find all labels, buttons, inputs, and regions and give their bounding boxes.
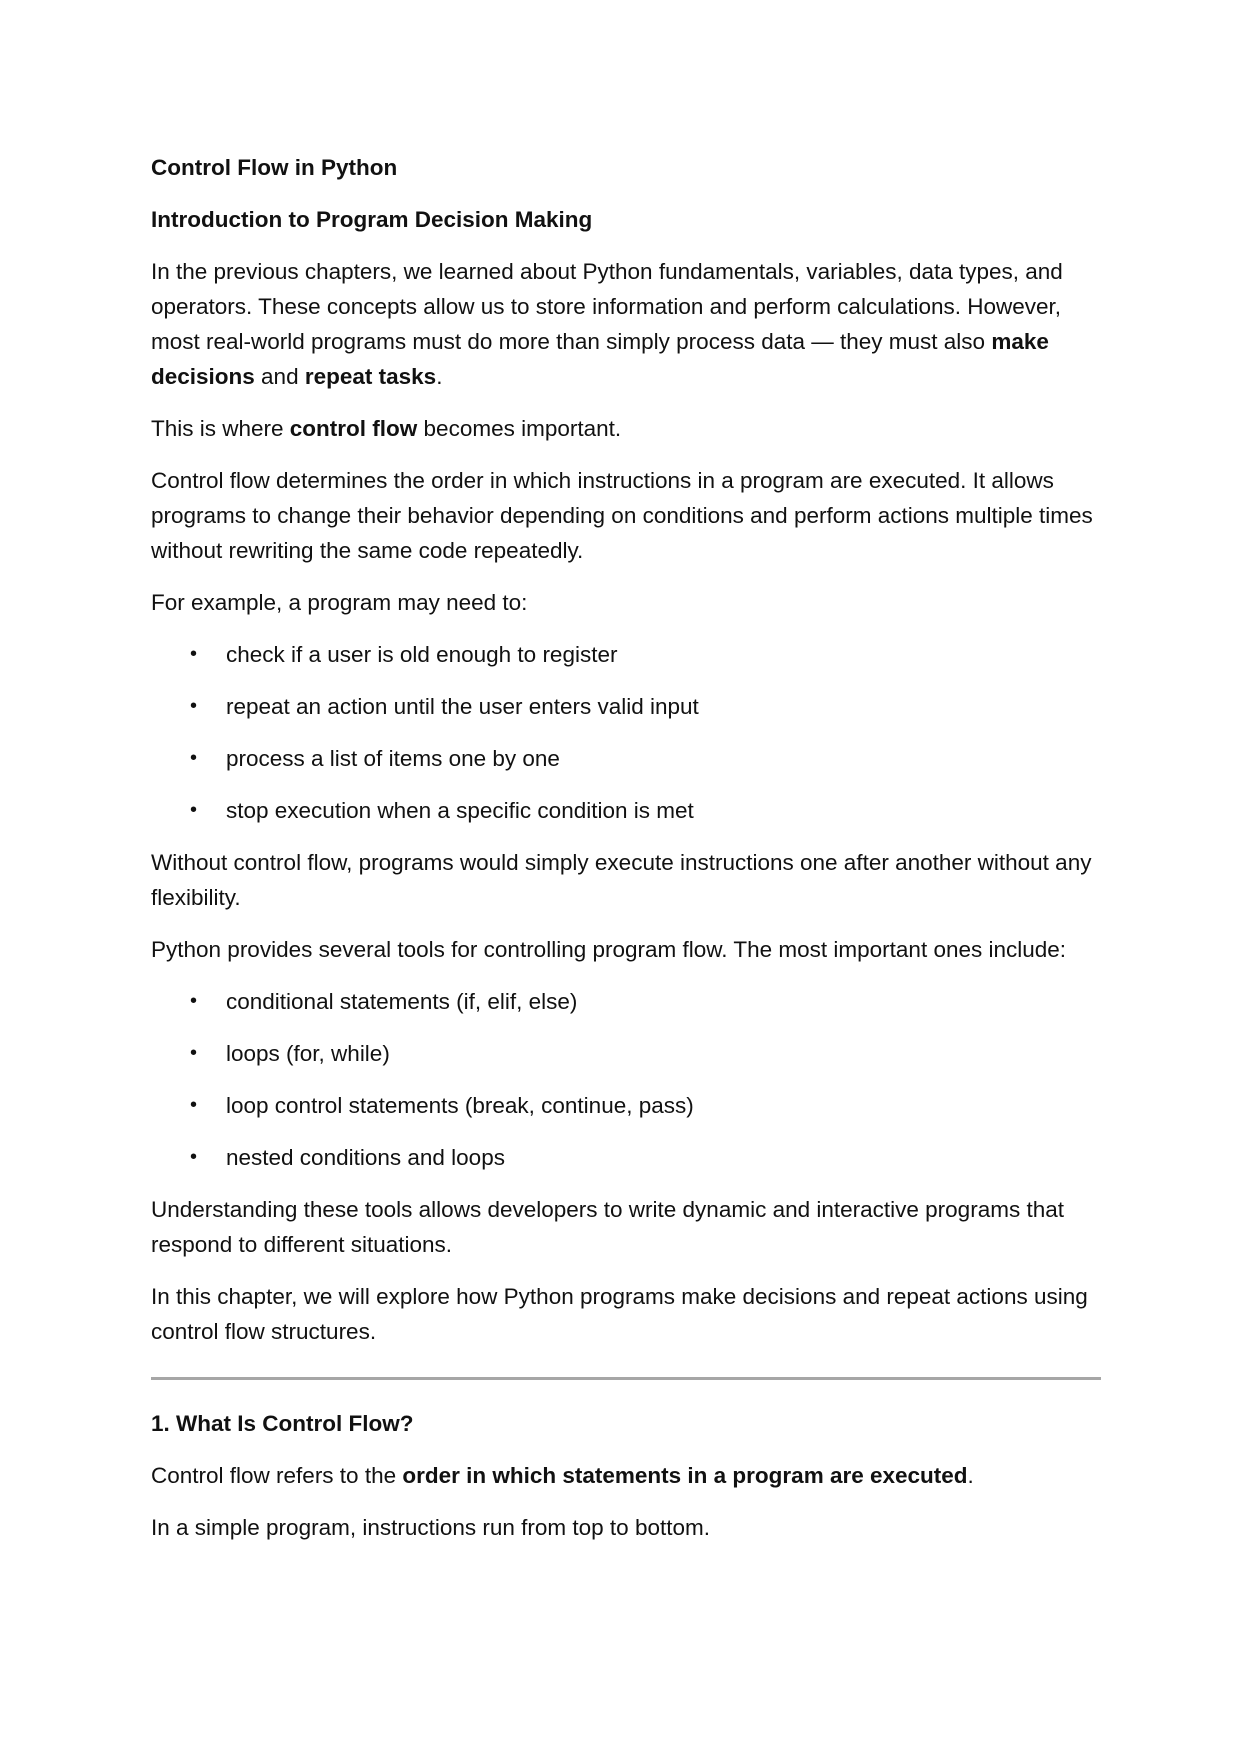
section-1-p1-bold: order in which statements in a program are executed bbox=[402, 1463, 968, 1488]
intro-paragraph-1 bbox=[151, 254, 1101, 394]
bullet-icon: • bbox=[190, 1146, 198, 1168]
list-item-text: process a list of items one by one bbox=[226, 746, 560, 771]
section-1-paragraph-1 bbox=[151, 1458, 1101, 1493]
list-item bbox=[151, 984, 1101, 1019]
section-1-heading: 1. What Is Control Flow? bbox=[151, 1411, 414, 1436]
section-1-p1-text-c: . bbox=[967, 1463, 974, 1488]
list-item bbox=[151, 1088, 1101, 1123]
intro-p1-text-c: and bbox=[254, 364, 305, 389]
section-1-p1-text-a: Control flow refers to the bbox=[151, 1463, 403, 1488]
intro-p2-bold-control-flow: control flow bbox=[289, 416, 418, 441]
intro-p2-text-a: This is where bbox=[151, 416, 290, 441]
list-item-text: loops (for, while) bbox=[226, 1041, 390, 1066]
list-item bbox=[151, 793, 1101, 828]
tools-list bbox=[151, 984, 1101, 1175]
bullet-icon: • bbox=[190, 1042, 198, 1064]
intro-p1-bold-repeat-tasks: repeat tasks bbox=[304, 364, 437, 389]
list-item bbox=[151, 689, 1101, 724]
intro-paragraph-7: Understanding these tools allows developers to write dynamic and interactive programs that respond to different situations. bbox=[151, 1197, 1064, 1257]
list-item-text: stop execution when a specific condition is met bbox=[226, 798, 694, 823]
list-item-text: conditional statements (if, elif, else) bbox=[226, 989, 578, 1014]
intro-paragraph-3: Control flow determines the order in which instructions in a program are executed. It allows programs to change their behavior depending on conditions and perform actions multiple times without rewriting the same code repeatedly. bbox=[151, 468, 1093, 563]
bullet-icon: • bbox=[190, 643, 198, 665]
section-1-paragraph-2: In a simple program, instructions run from top to bottom. bbox=[151, 1515, 710, 1540]
examples-list bbox=[151, 637, 1101, 828]
list-item bbox=[151, 1036, 1101, 1071]
intro-p1-text-e: . bbox=[436, 364, 443, 389]
list-item bbox=[151, 1140, 1101, 1175]
document-body bbox=[151, 150, 1101, 1562]
list-item-text: loop control statements (break, continue, pass) bbox=[226, 1093, 694, 1118]
list-item-text: check if a user is old enough to register bbox=[226, 642, 618, 667]
document-title: Control Flow in Python bbox=[151, 155, 398, 180]
bullet-icon: • bbox=[190, 747, 198, 769]
intro-p1-text-a: In the previous chapters, we learned about Python fundamentals, variables, data types, and operators. These concepts allow us to store information and perform calculations. However, most real-world programs must do more than simply process data — they must also bbox=[151, 259, 1063, 354]
intro-p2-text-c: becomes important. bbox=[417, 416, 622, 441]
list-item-text: repeat an action until the user enters valid input bbox=[226, 694, 699, 719]
bullet-icon: • bbox=[190, 990, 198, 1012]
intro-paragraph-4: For example, a program may need to: bbox=[151, 590, 528, 615]
list-item bbox=[151, 637, 1101, 672]
list-item-text: nested conditions and loops bbox=[226, 1145, 505, 1170]
intro-p1-bold-make-decisions: make decisions bbox=[151, 329, 1049, 389]
bullet-icon: • bbox=[190, 799, 198, 821]
intro-paragraph-2 bbox=[151, 411, 1101, 446]
bullet-icon: • bbox=[190, 695, 198, 717]
intro-paragraph-5: Without control flow, programs would simply execute instructions one after another without any flexibility. bbox=[151, 850, 1092, 910]
bullet-icon: • bbox=[190, 1094, 198, 1116]
list-item bbox=[151, 741, 1101, 776]
section-divider bbox=[151, 1377, 1101, 1380]
intro-paragraph-8: In this chapter, we will explore how Python programs make decisions and repeat actions using control flow structures. bbox=[151, 1284, 1088, 1344]
document-subtitle: Introduction to Program Decision Making bbox=[151, 207, 593, 232]
intro-paragraph-6: Python provides several tools for controlling program flow. The most important ones include: bbox=[151, 937, 1067, 962]
